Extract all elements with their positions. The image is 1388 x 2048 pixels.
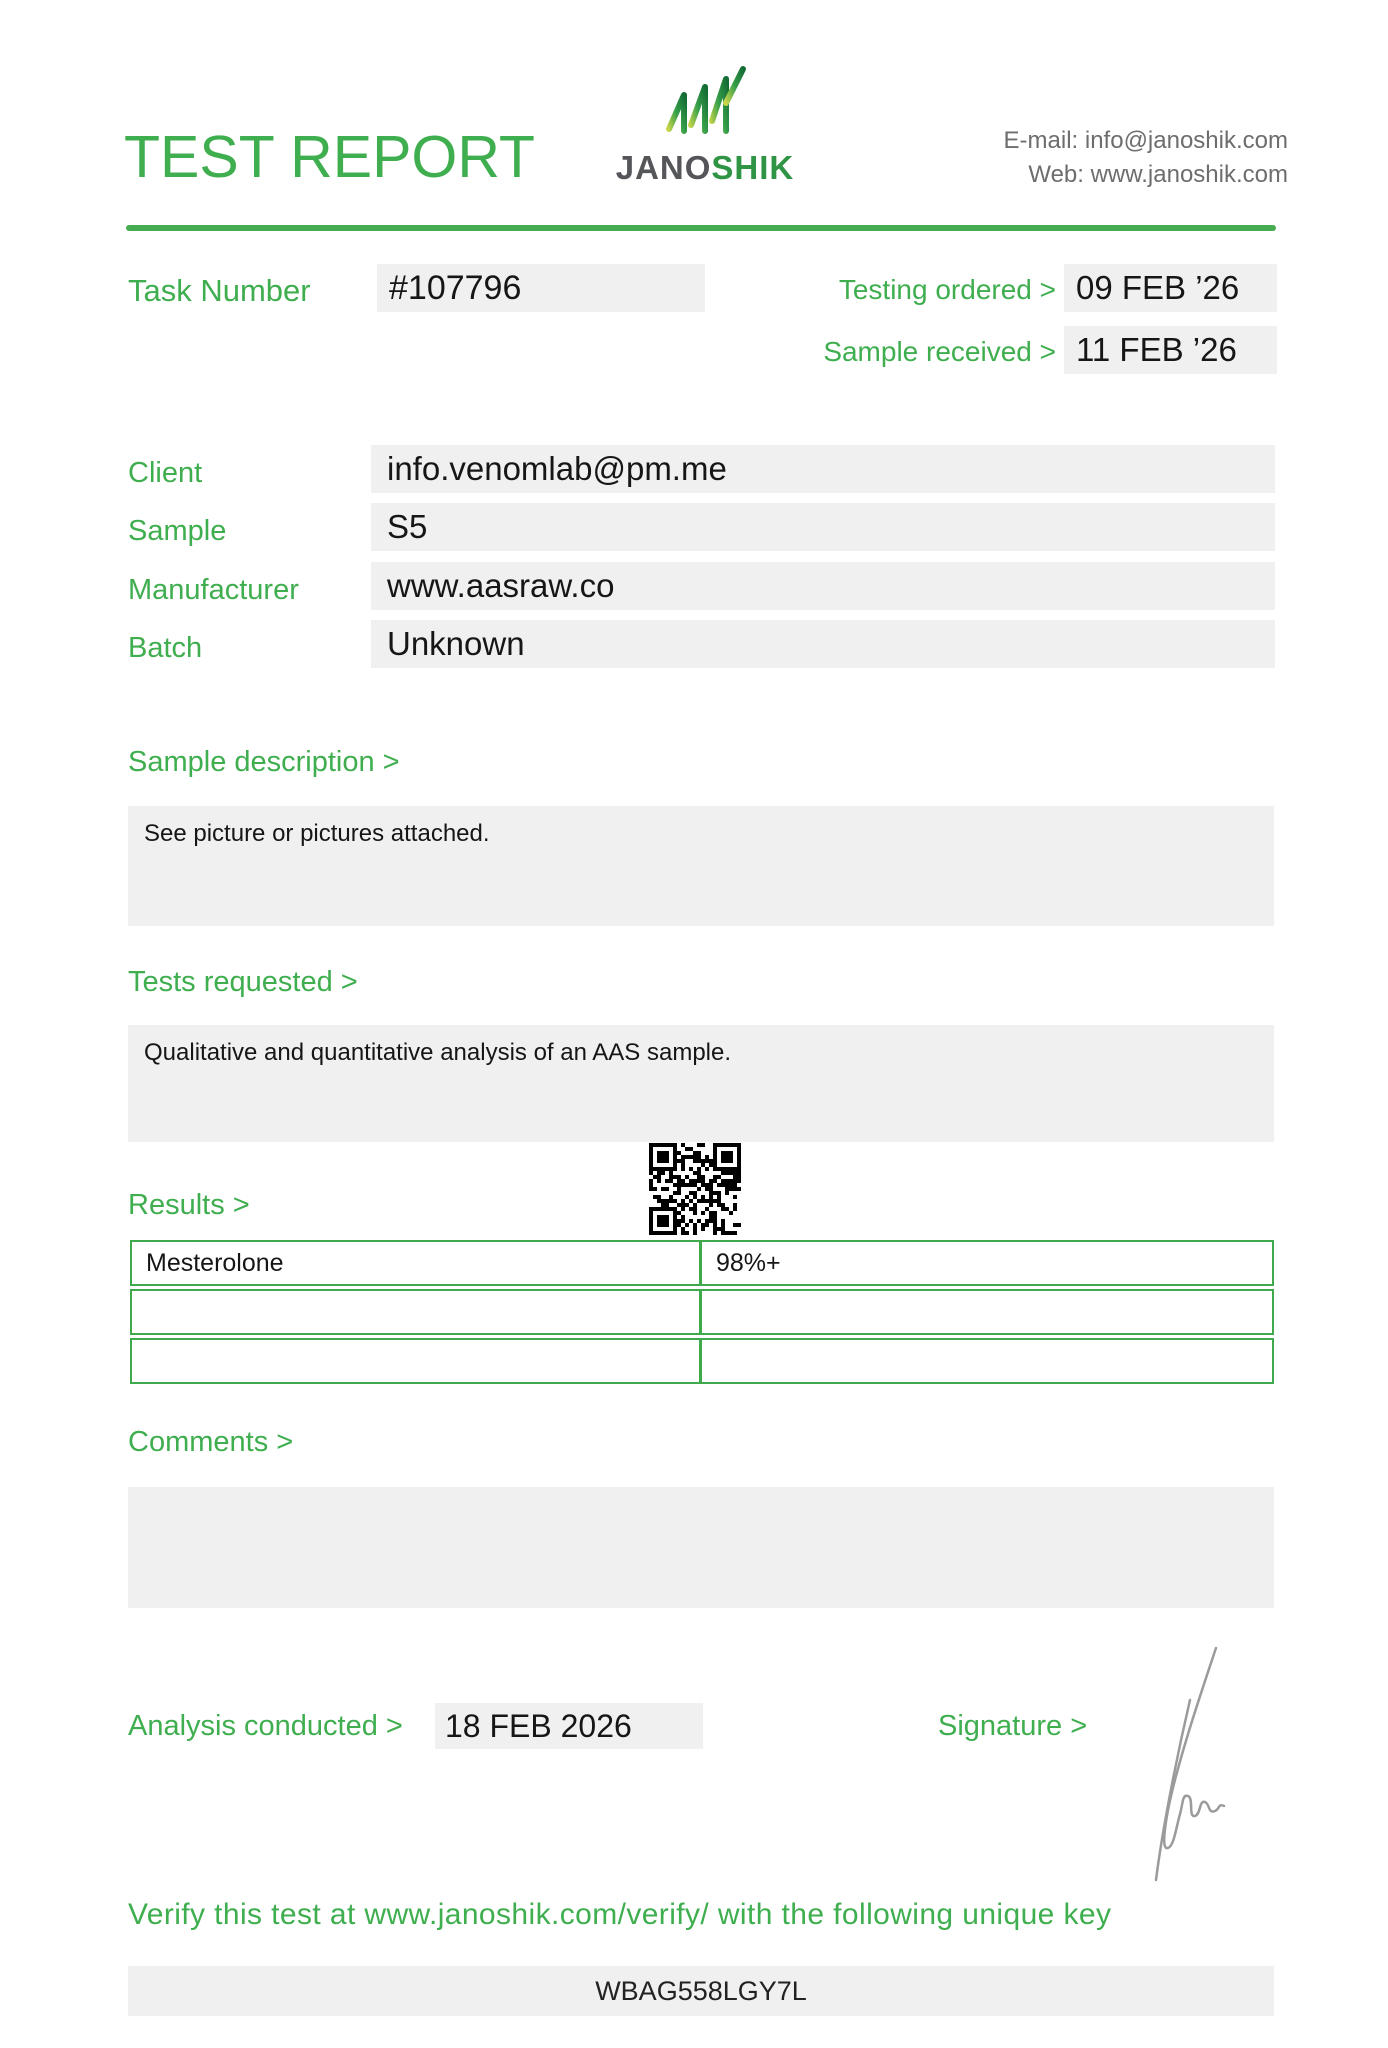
result-value (702, 1340, 1272, 1382)
logo-text-shik: SHIK (711, 149, 795, 186)
results-heading: Results > (128, 1189, 250, 1221)
logo-text-jano: JANO (615, 149, 712, 186)
sample-value: S5 (371, 503, 1275, 551)
logo-janoshik (598, 149, 812, 187)
sample-description-heading: Sample description > (128, 746, 400, 778)
client-label: Client (128, 457, 203, 489)
results-table (130, 1240, 1274, 1387)
batch-label: Batch (128, 632, 203, 664)
batch-value: Unknown (371, 620, 1275, 668)
contact-web: Web: www.janoshik.com (1028, 161, 1288, 188)
contact-email: E-mail: info@janoshik.com (1003, 127, 1288, 154)
contact-info (1004, 124, 1288, 192)
tests-requested-heading: Tests requested > (128, 966, 358, 998)
analysis-conducted-date: 18 FEB 2026 (435, 1703, 703, 1749)
comments-box (128, 1487, 1274, 1608)
sample-received-label: Sample received > (823, 336, 1056, 367)
result-substance (132, 1340, 702, 1382)
task-number-value: #107796 (377, 264, 705, 312)
verify-instruction: Verify this test at www.janoshik.com/verify/ with the following unique key (128, 1898, 1112, 1931)
verify-key: WBAG558LGY7L (128, 1966, 1274, 2016)
analysis-conducted-label: Analysis conducted > (128, 1710, 403, 1742)
table-row (130, 1240, 1274, 1286)
sample-label: Sample (128, 515, 227, 547)
table-row (130, 1338, 1274, 1384)
result-value: 98%+ (716, 1249, 781, 1277)
tests-requested-box: Qualitative and quantitative analysis of an AAS sample. (128, 1025, 1274, 1142)
signature-label: Signature > (938, 1710, 1088, 1742)
qr-code-icon (648, 1142, 742, 1236)
bar-chart-icon (664, 60, 748, 142)
manufacturer-value: www.aasraw.co (371, 562, 1275, 610)
result-value (702, 1291, 1272, 1333)
testing-ordered-date: 09 FEB ’26 (1064, 264, 1277, 312)
signature-scribble (1128, 1642, 1243, 1887)
testing-ordered-label: Testing ordered > (838, 274, 1056, 305)
sample-received-date: 11 FEB ’26 (1064, 326, 1277, 374)
result-substance: Mesterolone (132, 1242, 702, 1284)
task-number-label: Task Number (128, 273, 311, 308)
page-title: TEST REPORT (124, 124, 535, 190)
header-divider (126, 225, 1276, 231)
comments-heading: Comments > (128, 1426, 294, 1458)
sample-description-box: See picture or pictures attached. (128, 806, 1274, 926)
table-row (130, 1289, 1274, 1335)
manufacturer-label: Manufacturer (128, 574, 299, 606)
client-value: info.venomlab@pm.me (371, 445, 1275, 493)
result-substance (132, 1291, 702, 1333)
